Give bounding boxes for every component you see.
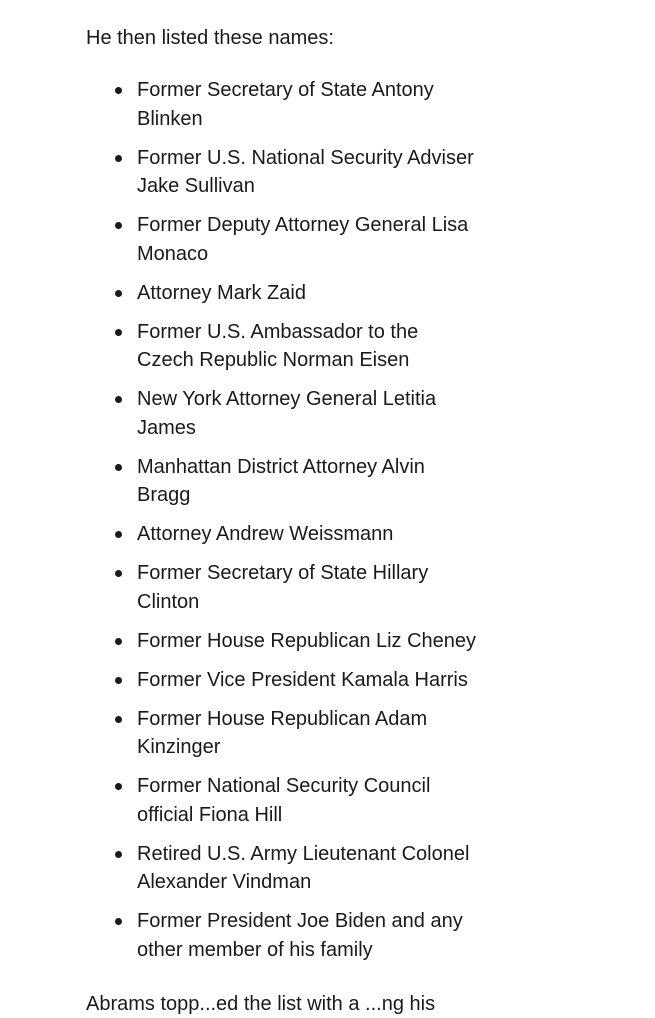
bullet-icon bbox=[115, 155, 122, 162]
list-item bbox=[86, 772, 486, 829]
list-item-line: Former U.S. Ambassador to the bbox=[137, 320, 419, 343]
list-item bbox=[86, 907, 486, 964]
list-item bbox=[86, 627, 486, 656]
bullet-icon bbox=[115, 677, 122, 684]
bullet-icon bbox=[115, 87, 122, 94]
list-item-line: Attorney Andrew Weissmann bbox=[137, 523, 394, 545]
list-item-line: Former Secretary of State Hillary bbox=[137, 562, 429, 584]
bullet-icon bbox=[115, 531, 122, 538]
list-item bbox=[86, 144, 486, 201]
list-item-line: Former President Joe Biden and any bbox=[137, 910, 463, 932]
list-item bbox=[86, 840, 486, 897]
bullet-icon bbox=[115, 570, 122, 577]
list-item-line: Attorney Mark Zaid bbox=[137, 281, 306, 304]
bullet-icon bbox=[115, 464, 122, 471]
list-item-line: other member of his family bbox=[137, 938, 373, 961]
list-item-line: official Fiona Hill bbox=[137, 803, 283, 826]
list-item-line: Former National Security Council bbox=[137, 775, 431, 797]
bullet-icon bbox=[115, 918, 122, 925]
list-item bbox=[86, 705, 486, 762]
list-item-line: James bbox=[137, 416, 196, 439]
bullet-icon bbox=[115, 783, 122, 790]
list-item-line: Czech Republic Norman Eisen bbox=[137, 349, 410, 371]
list-item bbox=[86, 385, 486, 442]
list-item-line: Manhattan District Attorney Alvin bbox=[137, 455, 425, 478]
names-list bbox=[86, 76, 486, 975]
list-item bbox=[86, 666, 486, 695]
bullet-icon bbox=[115, 396, 122, 403]
bullet-icon bbox=[115, 638, 122, 645]
list-item-line: Alexander Vindman bbox=[137, 871, 312, 893]
list-item-line: Retired U.S. Army Lieutenant Colonel bbox=[137, 842, 470, 865]
bullet-icon bbox=[115, 222, 122, 229]
list-item-line: Clinton bbox=[137, 590, 200, 613]
bullet-icon bbox=[115, 329, 122, 336]
list-item bbox=[86, 211, 486, 268]
bullet-icon bbox=[115, 290, 122, 297]
list-item-line: Former House Republican Liz Cheney bbox=[137, 629, 477, 652]
list-item bbox=[86, 318, 486, 375]
list-item bbox=[86, 520, 486, 549]
list-item-line: Blinken bbox=[137, 107, 203, 130]
list-item-line: Former House Republican Adam bbox=[137, 707, 428, 730]
list-item bbox=[86, 76, 486, 133]
outro-paragraph: Abrams topp...ed the list with a ...ng his bbox=[86, 993, 436, 1015]
list-item-line: New York Attorney General Letitia bbox=[137, 388, 437, 410]
bullet-icon bbox=[115, 851, 122, 858]
list-item-line: Monaco bbox=[137, 242, 209, 265]
intro-paragraph: He then listed these names: bbox=[86, 27, 334, 49]
list-item-line: Jake Sullivan bbox=[137, 175, 255, 197]
bullet-icon bbox=[115, 716, 122, 723]
list-item-line: Former Vice President Kamala Harris bbox=[137, 668, 468, 691]
list-item bbox=[86, 559, 486, 616]
list-item bbox=[86, 279, 486, 308]
list-item-line: Former Secretary of State Antony bbox=[137, 79, 434, 101]
list-item-line: Kinzinger bbox=[137, 736, 221, 758]
list-item bbox=[86, 453, 486, 510]
list-item-line: Bragg bbox=[137, 484, 191, 506]
list-item-line: Former U.S. National Security Adviser bbox=[137, 146, 474, 169]
list-item-line: Former Deputy Attorney General Lisa bbox=[137, 214, 469, 236]
